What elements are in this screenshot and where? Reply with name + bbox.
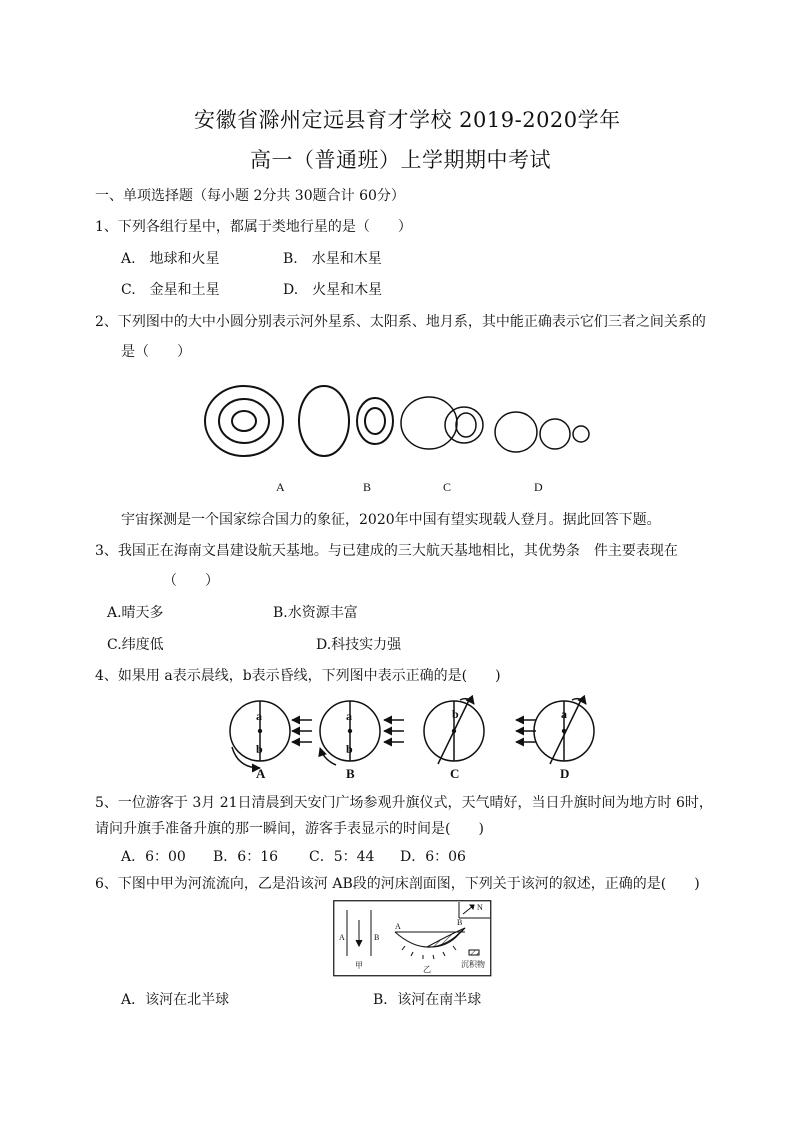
q6-fig-jia-a: A xyxy=(339,933,345,942)
q1-option-a: A. 地球和火星 xyxy=(121,251,220,267)
q3-stem-cont: （ ） xyxy=(163,573,219,589)
q4-c-point-b: b xyxy=(452,707,459,721)
q5-stem: 5、一位游客于 3月 21日清晨到天安门广场参观升旗仪式，天气晴好，当日升旗时间为地方时 6时， xyxy=(95,795,713,811)
q6-fig-yi: 乙 xyxy=(423,965,431,974)
q1-stem: 1、下列各组行星中，都属于类地行星的是（ ） xyxy=(95,219,412,235)
q6-fig-north: N xyxy=(477,903,483,912)
q4-d-point-a: a xyxy=(561,707,567,721)
q4-label-d: D xyxy=(560,766,570,781)
q2-stem: 2、下列图中的大中小圆分别表示河外星系、太阳系、地月系，其中能正确表示它们三者之间关系的 xyxy=(95,314,706,330)
q3-option-b: B.水资源丰富 xyxy=(273,605,358,621)
q2-figure xyxy=(0,0,794,500)
q5-stem-cont: 请问升旗手准备升旗的那一瞬间，游客手表显示的时间是( ) xyxy=(95,821,484,837)
q6-fig-jia: 甲 xyxy=(355,961,363,970)
q6-stem: 6、下图中甲为河流流向，乙是沿该河 AB段的河床剖面图，下列关于该河的叙述，正确的是( ) xyxy=(95,876,700,892)
q2-diagram-a xyxy=(205,386,283,456)
q2-diagram-c xyxy=(401,397,483,449)
section-heading: 一、单项选择题（每小题 2分共 30题合计 60分） xyxy=(95,188,405,204)
q4-label-a: A xyxy=(256,766,266,781)
q1-option-c: C. 金星和土星 xyxy=(121,282,220,298)
q2-label-d: D xyxy=(534,480,543,494)
q4-b-point-a: a xyxy=(346,709,352,723)
q5-option-b: B．6：16 xyxy=(213,849,279,865)
q4-stem: 4、如果用 a表示晨线，b表示昏线，下列图中表示正确的是( ) xyxy=(95,668,501,684)
q6-option-a: A．该河在北半球 xyxy=(121,992,230,1008)
q4-label-c: C xyxy=(450,766,460,781)
q2-label-b: B xyxy=(363,480,372,494)
passage-text: 宇宙探测是一个国家综合国力的象征，2020年中国有望实现载人登月。据此回答下题。 xyxy=(121,512,661,528)
q2-label-c: C xyxy=(443,480,452,494)
q6-fig-yi-b: B xyxy=(457,918,463,927)
q1-option-d: D. 火星和木星 xyxy=(283,282,383,298)
q6-fig-yi-a: A xyxy=(395,922,401,931)
q3-option-d: D.科技实力强 xyxy=(316,637,402,653)
q5-option-c: C．5：44 xyxy=(309,849,375,865)
q3-option-c: C.纬度低 xyxy=(107,637,164,653)
q4-figure xyxy=(220,690,610,782)
q4-a-point-b: b xyxy=(256,742,263,756)
q2-diagram-d xyxy=(495,412,589,452)
q4-b-point-b: b xyxy=(346,742,353,756)
q2-diagram-b xyxy=(299,386,393,456)
q4-label-b: B xyxy=(346,766,355,781)
q1-option-b: B. 水星和木星 xyxy=(283,251,382,267)
q4-a-point-a: a xyxy=(256,709,262,723)
q3-stem: 3、我国正在海南文昌建设航天基地。与已建成的三大航天基地相比，其优势条 件主要表现在 xyxy=(95,543,678,559)
q2-label-a: A xyxy=(276,480,285,494)
q6-fig-legend: 沉积物 xyxy=(461,960,485,969)
q5-option-d: D．6：06 xyxy=(400,849,466,865)
q2-stem-cont: 是（ ） xyxy=(121,344,191,360)
q3-option-a: A.晴天多 xyxy=(107,605,164,621)
title-line-2: 高一（普通班）上学期期中考试 xyxy=(250,148,551,172)
q5-option-a: A．6：00 xyxy=(121,849,186,865)
q6-option-b: B．该河在南半球 xyxy=(373,992,482,1008)
title-line-1: 安徽省滁州定远县育才学校 2019-2020学年 xyxy=(194,108,621,132)
q6-fig-jia-b: B xyxy=(374,933,380,942)
q6-figure xyxy=(333,900,493,978)
